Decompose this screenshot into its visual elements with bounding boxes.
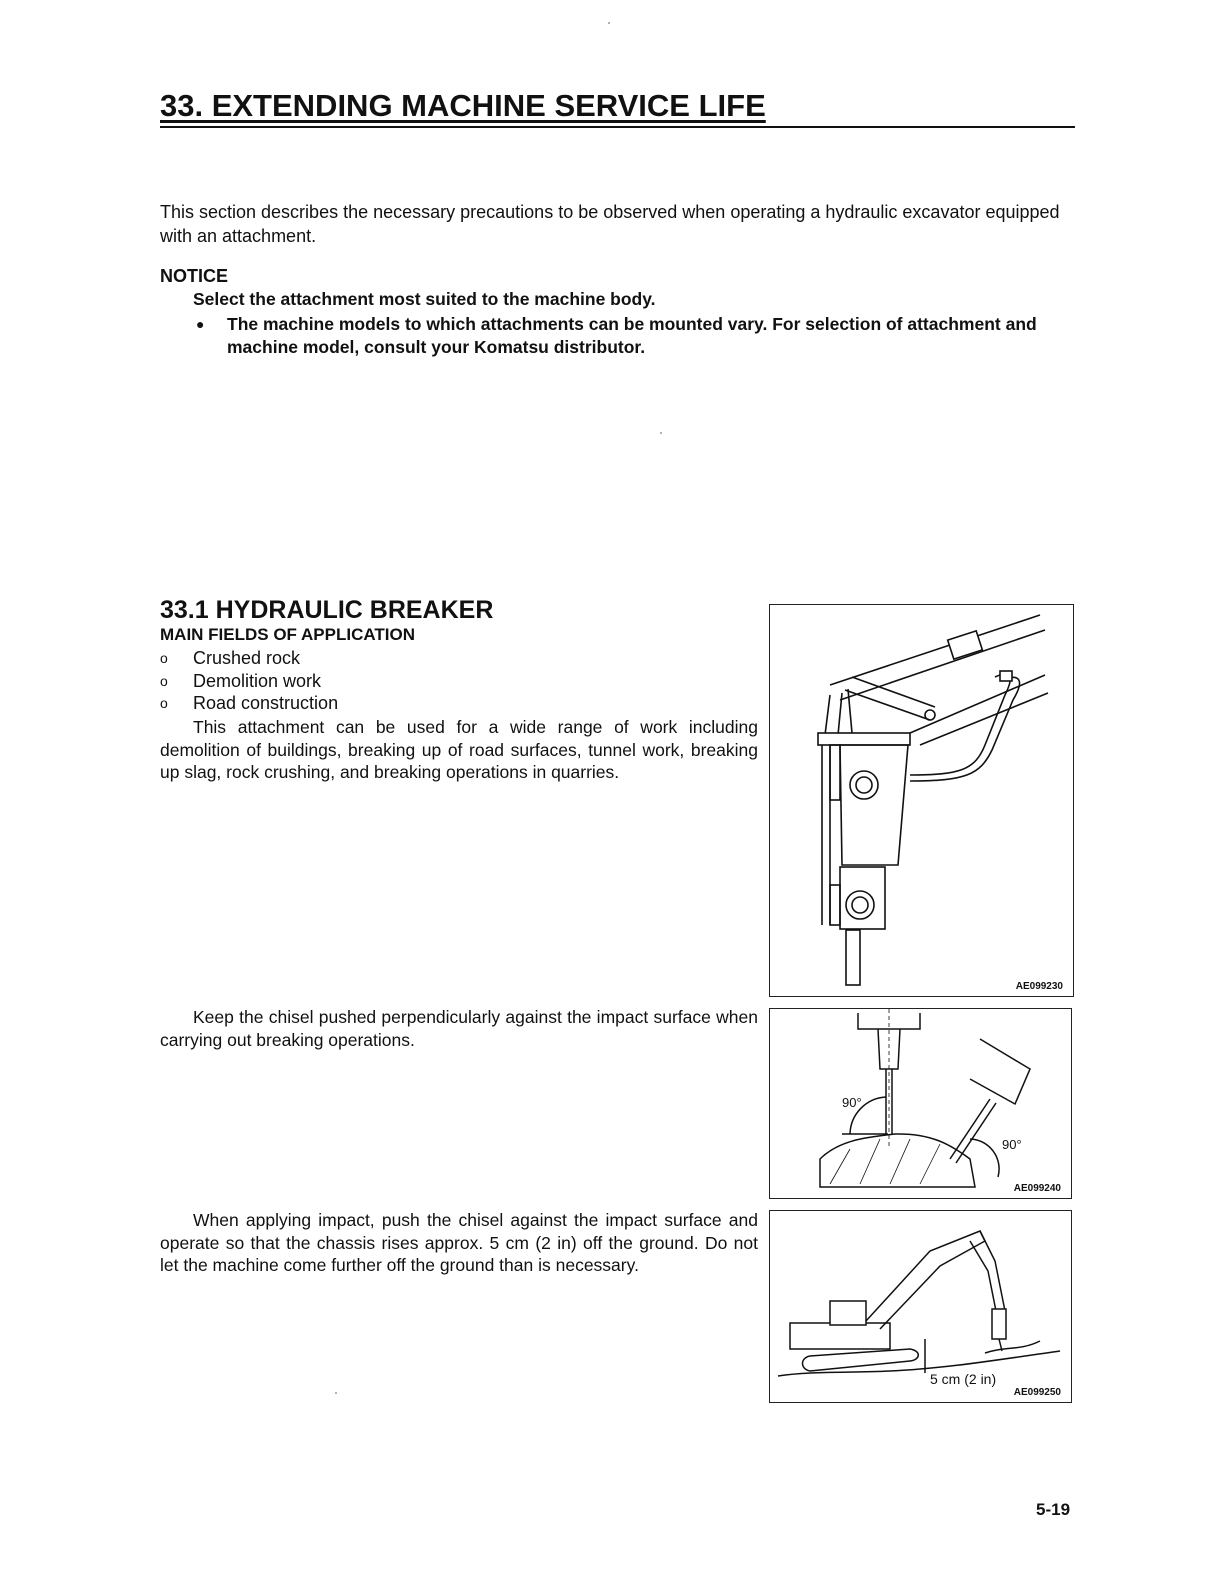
bullet-icon: o [160, 650, 168, 666]
excavator-illustration [770, 1211, 1070, 1401]
perpendicular-illustration [770, 1009, 1070, 1197]
bullet-icon: o [160, 695, 168, 711]
section-heading: 33.1 HYDRAULIC BREAKER [160, 596, 494, 624]
bullet-icon: ● [196, 316, 205, 332]
perpendicular-figure [769, 1008, 1072, 1199]
scan-speck [660, 432, 662, 434]
angle-label: 90° [1002, 1137, 1022, 1152]
perpendicular-paragraph: Keep the chisel pushed perpendicularly against the impact surface when carrying out breaking operations. [160, 1007, 758, 1050]
section-subheading: MAIN FIELDS OF APPLICATION [160, 625, 415, 644]
intro-paragraph: This section describes the necessary precautions to be observed when operating a hydraulic excavator equipped with an attachment. [160, 202, 1060, 246]
figure-code: AE099250 [1013, 1387, 1061, 1398]
breaker-figure [769, 604, 1074, 997]
breaker-illustration [770, 605, 1072, 995]
notice-heading: NOTICE [160, 266, 229, 286]
notice-bullet-text: The machine models to which attachments can be mounted vary. For selection of attachment and machine model, consult your Komatsu distributor. [227, 314, 1037, 357]
list-item: o Crushed rock [160, 648, 301, 668]
scan-speck [608, 22, 610, 24]
notice-line: Select the attachment most suited to the machine body. [193, 289, 656, 309]
excavator-figure [769, 1210, 1072, 1403]
figure-code: AE099230 [1015, 981, 1063, 992]
application-paragraph: This attachment can be used for a wide range of work including demolition of buildings, breaking up of road surfaces, tunnel work, breaking up slag, rock crushing, and breaking operations in quarries. [160, 717, 758, 782]
angle-label: 90° [842, 1095, 862, 1110]
page-title: 33. EXTENDING MACHINE SERVICE LIFE [160, 86, 1075, 128]
figure-code: AE099240 [1013, 1183, 1061, 1194]
application-list [160, 647, 338, 715]
scan-speck [335, 1392, 337, 1394]
bullet-icon: o [160, 672, 168, 689]
list-item: o Demolition work [160, 670, 322, 691]
page-number: 5-19 [1036, 1500, 1071, 1519]
list-item: o Road construction [160, 693, 339, 713]
impact-paragraph: When applying impact, push the chisel against the impact surface and operate so that the chassis rises approx. 5 cm (2 in) off the ground. Do not let the machine come further off the ground than is necessary. [160, 1210, 758, 1275]
rise-label: 5 cm (2 in) [930, 1371, 997, 1387]
